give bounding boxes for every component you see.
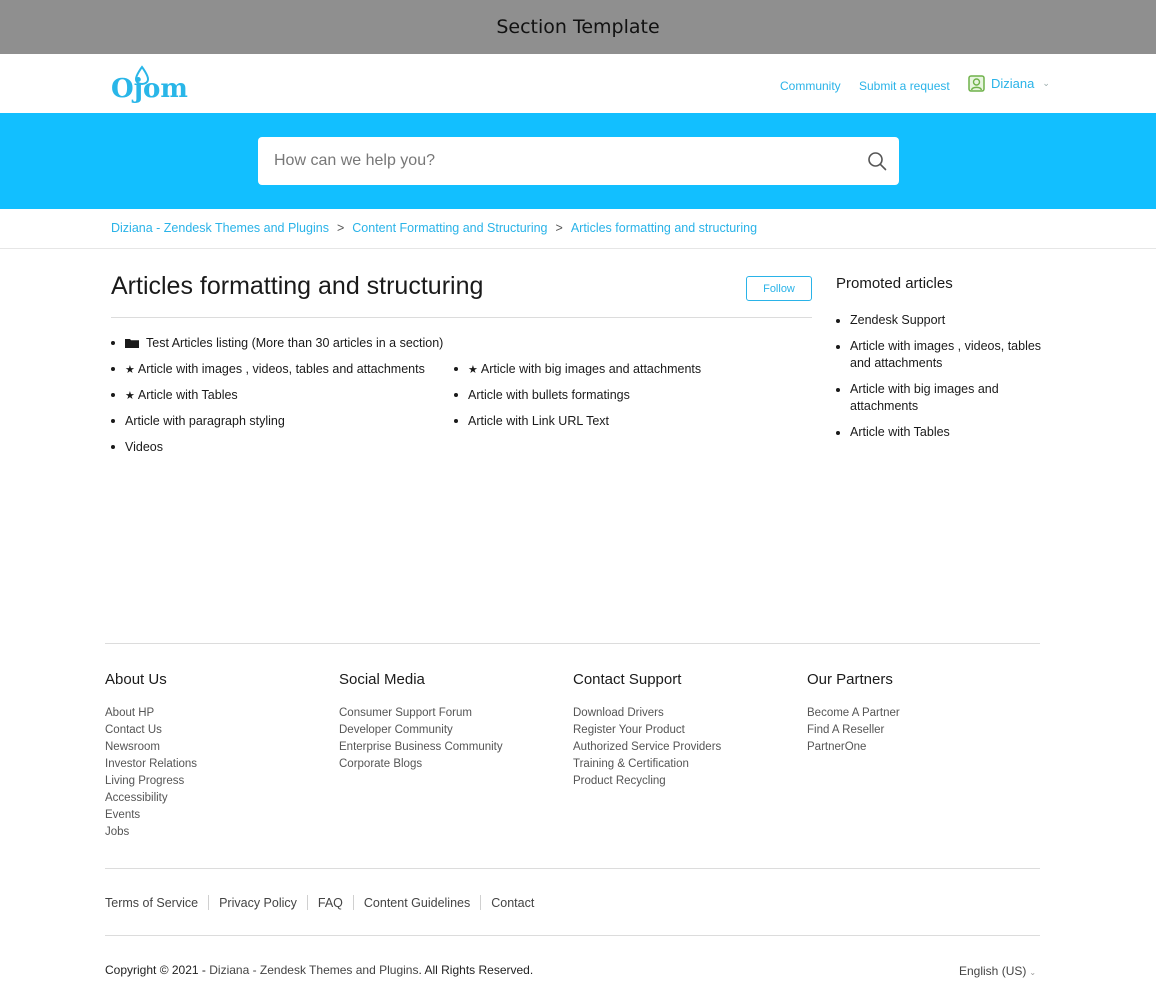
footer-link[interactable]: Consumer Support Forum [339,707,472,719]
footer-column-social [339,671,559,773]
footer-link[interactable]: Events [105,809,141,821]
article-link[interactable]: Videos [125,440,163,454]
footer-column-about [105,671,325,841]
promoted-article-link[interactable]: Article with images , videos, tables and attachments [850,338,1042,370]
promoted-article-link[interactable]: Article with big images and attachments [850,381,999,413]
contact-link[interactable]: Contact [491,895,535,910]
copyright-prefix: Copyright © 2021 - [105,963,210,977]
footer-link[interactable]: Newsroom [105,741,160,753]
footer-link[interactable]: Become A Partner [807,707,900,719]
copyright [105,963,533,977]
brand-logo[interactable] [111,64,191,104]
footer-link[interactable]: About HP [105,707,155,719]
article-link[interactable]: Article with Tables [137,388,238,402]
footer-link[interactable]: Download Drivers [573,707,664,719]
content-guidelines-link[interactable]: Content Guidelines [363,895,471,910]
promoted-article-item [836,312,1051,330]
faq-link[interactable]: FAQ [317,895,343,910]
promoted-star-icon: ★ [468,363,478,376]
language-selector[interactable] [959,964,1036,978]
search-icon[interactable] [867,151,887,171]
follow-button[interactable]: Follow [746,276,812,301]
promoted-articles-heading: Promoted articles [836,275,953,292]
footer-link[interactable]: Training & Certification [573,758,689,770]
search-hero [0,113,1156,209]
footer-link[interactable]: Product Recycling [573,775,666,787]
nav-submit-request-link[interactable]: Submit a request [859,79,950,93]
promoted-article-item [836,338,1051,373]
breadcrumb-item-home[interactable]: Diziana - Zendesk Themes and Plugins [111,221,329,235]
folder-icon [125,338,139,348]
user-avatar-icon [968,75,985,92]
search-input[interactable] [258,137,848,185]
page-title: Articles formatting and structuring [111,272,484,300]
footer-divider [105,643,1040,644]
footer-link[interactable]: Enterprise Business Community [339,741,503,753]
article-link[interactable]: Article with paragraph styling [125,414,285,428]
terms-link[interactable]: Terms of Service [105,895,199,910]
user-name: Diziana [991,76,1035,91]
user-menu[interactable] [968,75,1050,92]
site-header [0,54,1156,113]
chevron-down-icon: ⌄ [1042,78,1050,88]
brand-logo-text: Ojom [111,74,188,104]
promoted-article-link[interactable]: Zendesk Support [850,313,946,327]
footer-column-partners [807,671,1027,756]
breadcrumb-item-section[interactable]: Articles formatting and structuring [570,221,758,235]
footer-column-title: Our Partners [807,671,893,688]
footer-link[interactable]: Accessibility [105,792,168,804]
chevron-down-icon: ⌄ [1029,968,1037,977]
promoted-article-link[interactable]: Article with Tables [850,424,950,439]
footer-link[interactable]: PartnerOne [807,741,867,753]
privacy-link[interactable]: Privacy Policy [219,895,297,910]
footer-link[interactable]: Developer Community [339,724,453,736]
promoted-articles-list [836,312,1051,449]
subsection-link[interactable]: Test Articles listing (More than 30 articles in a section) [146,336,444,350]
footer-column-title: About Us [105,671,167,688]
breadcrumb-item-category[interactable]: Content Formatting and Structuring [352,221,548,235]
link-separator [307,895,308,910]
promoted-article-item [836,381,1051,416]
footer-link[interactable]: Contact Us [105,724,162,736]
footer-column-support [573,671,793,790]
legal-links [105,895,534,910]
promoted-article-item [836,424,1051,442]
footer-link[interactable]: Investor Relations [105,758,198,770]
article-link[interactable]: Article with Link URL Text [468,414,610,428]
article-item [454,356,804,382]
breadcrumb-separator: > [336,221,345,235]
footer-divider [105,868,1040,869]
article-list-right [454,356,804,434]
footer-link[interactable]: Authorized Service Providers [573,741,722,753]
copyright-suffix: . All Rights Reserved. [418,963,534,977]
language-label: English (US) [959,964,1027,978]
breadcrumb [111,221,757,235]
link-separator [353,895,354,910]
window-title: Section Template [496,16,660,38]
copyright-brand-link[interactable]: Diziana - Zendesk Themes and Plugins [209,963,419,977]
article-link[interactable]: Article with bullets formatings [468,388,630,402]
promoted-star-icon: ★ [125,389,135,402]
breadcrumb-divider [0,248,1156,249]
footer-column-title: Social Media [339,671,425,688]
search-box [258,137,899,185]
promoted-star-icon: ★ [125,363,135,376]
nav-community-link[interactable]: Community [780,79,841,93]
footer-link[interactable]: Jobs [105,826,130,838]
window-title-bar [0,0,1156,54]
article-link[interactable]: Article with images , videos, tables and attachments [137,362,425,376]
footer-column-title: Contact Support [573,671,682,688]
footer-divider [105,935,1040,936]
article-item [111,434,551,460]
article-link[interactable]: Article with big images and attachments [480,362,702,376]
footer-link[interactable]: Corporate Blogs [339,758,423,770]
footer-link[interactable]: Living Progress [105,775,185,787]
link-separator [480,895,481,910]
footer-link[interactable]: Register Your Product [573,724,685,736]
breadcrumb-separator: > [555,221,563,235]
article-item [454,382,804,408]
footer-link[interactable]: Find A Reseller [807,724,885,736]
subsection-item [111,330,551,356]
link-separator [208,895,209,910]
article-item [454,408,804,434]
title-divider [111,317,812,318]
